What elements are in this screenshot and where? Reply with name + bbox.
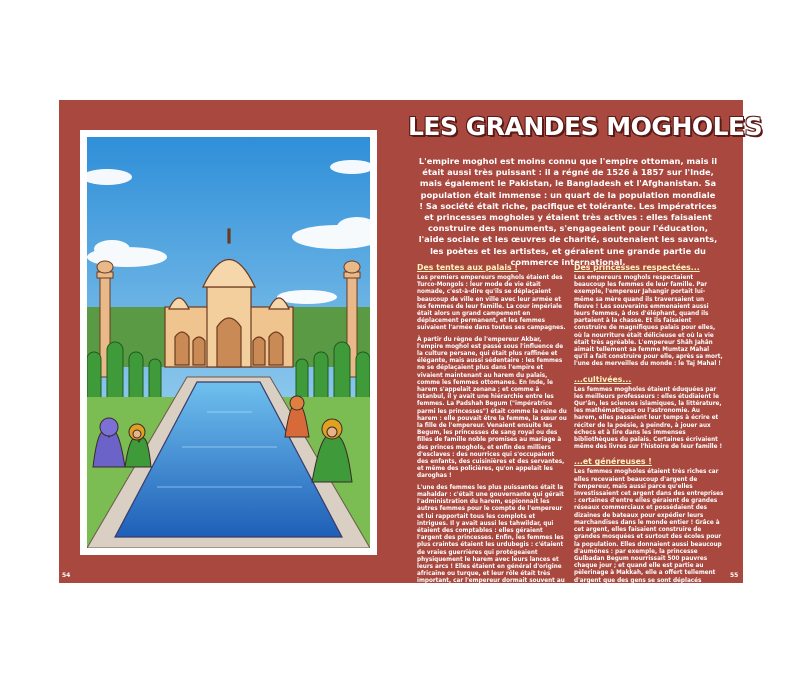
intro-paragraph: L'empire moghol est moins connu que l'empire ottoman, mais il était aussi très puissant : il a régné de 1526 à 1857 sur l'Inde, mais également le Pakistan, le Bangladesh et l'Afghanistan. Sa population était immense : un quart de la population mondiale ! Sa société était riche, pacifique et tolérante. Les impératrices et princesses mogholes y étaient très actives : elles faisaient construire des monuments, s'engageaient pour l'éducation, l'aide sociale et les œuvres de charité, soutenaient les savants, les poètes et les artistes, et géraient une grande partie du commerce international. [418, 156, 718, 267]
right-column [574, 263, 724, 596]
section-heading-generous: ...et généreuses ! [574, 457, 652, 467]
body-paragraph: Les premiers empereurs moghols étaient des Turco-Mongols : leur mode de vie était nomade, c'est-à-dire qu'ils se déplaçaient beaucoup de ville en ville avec leur armée et les femmes de leur famille. La cour impériale était alors un grand campement en déplacement permanent, et les femmes suivaient l'armée dans toutes ses campagnes. [417, 275, 566, 332]
page-number-right: 55 [730, 572, 739, 579]
page-number-left: 54 [62, 572, 71, 579]
taj-mahal-illustration [87, 137, 370, 548]
body-paragraph: Les femmes mogholes étaient éduquées par les meilleurs professeurs : elles étudiaient le Qur'ân, les sciences islamiques, la littérature, les mathématiques ou l'astronomie. Au harem, elles passaient leur temps à écrire et réciter de la poésie, à peindre, à jouer aux échecs et à lire dans les immenses bibliothèques du palais. Certaines écrivaient même des livres sur l'histoire de leur famille ! [574, 386, 723, 451]
left-column [417, 263, 567, 604]
body-paragraph: Les femmes mogholes étaient très riches car elles recevaient beaucoup d'argent de l'empereur, mais aussi parce qu'elles investissaient cet argent dans des entreprises : certaines d'entre elles géraient de grandes réseaux commerciaux et possédaient des dizaines de bateaux pour expédier leurs marchandises dans le monde entier ! Grâce à cet argent, elles faisaient construire de grandes mosquées et surtout des écoles pour la population. Elles donnaient aussi beaucoup d'aumônes : par exemple, la princesse Gulbadan Begum nourrissait 500 pauvres chaque jour ; et quand elle est partie au pèlerinage à Makkah, elle a offert tellement d'argent que des gens se sont déplacés depuis la Turquie pour en profiter ! [574, 469, 724, 591]
section-heading-respected: Des princesses respectées... [574, 263, 700, 272]
section-heading-cultivated: ...cultivées... [574, 374, 632, 384]
page-title: LES GRANDES MOGHOLES [408, 112, 763, 141]
section-heading-tents: Des tentes aux palais ! [417, 263, 518, 272]
body-paragraph: Les empereurs moghols respectaient beaucoup les femmes de leur famille. Par exemple, l'empereur Jahangir portait lui-même sa mère quand ils traversaient un fleuve ! Les souverains emmenaient aussi leurs femmes, à dos d'éléphant, quand ils partaient à la chasse. Et ils faisaient construire de magnifiques palais pour elles, où la nourriture était délicieuse et où la vie était très agréable. L'empereur Shâh Jahân aimait tellement sa femme Mumtaz Mahal qu'il a fait construire pour elle, après sa mort, l'une des merveilles du monde : le Taj Mahal ! [574, 275, 723, 368]
body-paragraph: L'une des femmes les plus puissantes était la mahaldar : c'était une gouvernante qui gérait l'administration du harem, espionnait les autres femmes pour le compte de l'empereur et lui rapportait tous les complots et intrigues. Il y avait aussi les tahwildar, qui étaient des comptables : elles géraient l'argent des princesses. Enfin, les femmes les plus craintes étaient les urdubegis : c'étaient de vraies guerrières qui protégeaient physiquement le harem avec leurs lances et leurs arcs ! Elles étaient en général d'origine africaine ou turque, et leur rôle était très important, car l'empereur dormait souvent au harem : elles devaient donc le protéger en cas d'attaque. [417, 484, 567, 599]
body-paragraph: À partir du règne de l'empereur Akbar, l'empire moghol est passé sous l'influence de la culture persane, qui était plus raffinée et élégante, mais aussi sédentaire : les femmes ne se déplaçaient plus dans l'empire et vivaient maintenant au harem du palais, comme les femmes ottomanes. En Inde, le harem s'appelait zenana ; et comme à Istanbul, il y avait une hiérarchie entre les femmes. La Padshah Begum ("impératrice parmi les princesses") était comme la reine du harem : elle pouvait être la femme, la sœur ou la fille de l'empereur. Venaient ensuite les Begum, les princesses de sang royal ou des filles de famille noble promises au mariage à des princes moghols, et enfin des milliers d'esclaves : des nourrices qui s'occupaient des enfants, des cuisinières et des servantes, et même des policières, qu'on appelait les daroghas ! [417, 336, 567, 480]
